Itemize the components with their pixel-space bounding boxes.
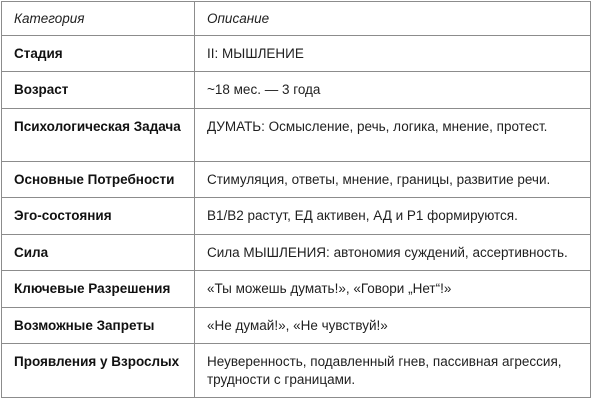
row-key-needs: Основные Потребности bbox=[2, 162, 195, 198]
row-value-prohibitions: «Не думай!», «Не чувствуй!» bbox=[195, 308, 591, 344]
table-row bbox=[2, 344, 591, 398]
table-row bbox=[2, 72, 591, 109]
row-key-permissions: Ключевые Разрешения bbox=[2, 271, 195, 308]
header-category: Категория bbox=[2, 2, 195, 36]
row-value-stage: II: МЫШЛЕНИЕ bbox=[195, 36, 591, 72]
row-value-ego-states: В1/В2 растут, ЕД активен, АД и Р1 формируются. bbox=[195, 198, 591, 235]
row-key-ego-states: Эго-состояния bbox=[2, 198, 195, 235]
table-header-row bbox=[2, 2, 591, 36]
row-key-strength: Сила bbox=[2, 235, 195, 271]
row-value-permissions: «Ты можешь думать!», «Говори „Нет“!» bbox=[195, 271, 591, 308]
row-key-prohibitions: Возможные Запреты bbox=[2, 308, 195, 344]
row-key-stage: Стадия bbox=[2, 36, 195, 72]
row-value-age: ~18 мес. — 3 года bbox=[195, 72, 591, 109]
table-row bbox=[2, 235, 591, 271]
row-key-adult-manifestations: Проявления у Взрослых bbox=[2, 344, 195, 398]
row-key-psych-task: Психологическая Задача bbox=[2, 109, 195, 162]
header-description: Описание bbox=[195, 2, 591, 36]
row-key-age: Возраст bbox=[2, 72, 195, 109]
table-row bbox=[2, 109, 591, 162]
row-value-needs: Стимуляция, ответы, мнение, границы, развитие речи. bbox=[195, 162, 591, 198]
table-row bbox=[2, 198, 591, 235]
table-row bbox=[2, 162, 591, 198]
row-value-strength: Сила МЫШЛЕНИЯ: автономия суждений, ассертивность. bbox=[195, 235, 591, 271]
row-value-adult-manifestations: Неуверенность, подавленный гнев, пассивная агрессия, трудности с границами. bbox=[195, 344, 591, 398]
table-row bbox=[2, 36, 591, 72]
row-value-psych-task: ДУМАТЬ: Осмысление, речь, логика, мнение, протест. bbox=[195, 109, 591, 162]
stage-table bbox=[1, 1, 591, 398]
table-row bbox=[2, 271, 591, 308]
table-row bbox=[2, 308, 591, 344]
